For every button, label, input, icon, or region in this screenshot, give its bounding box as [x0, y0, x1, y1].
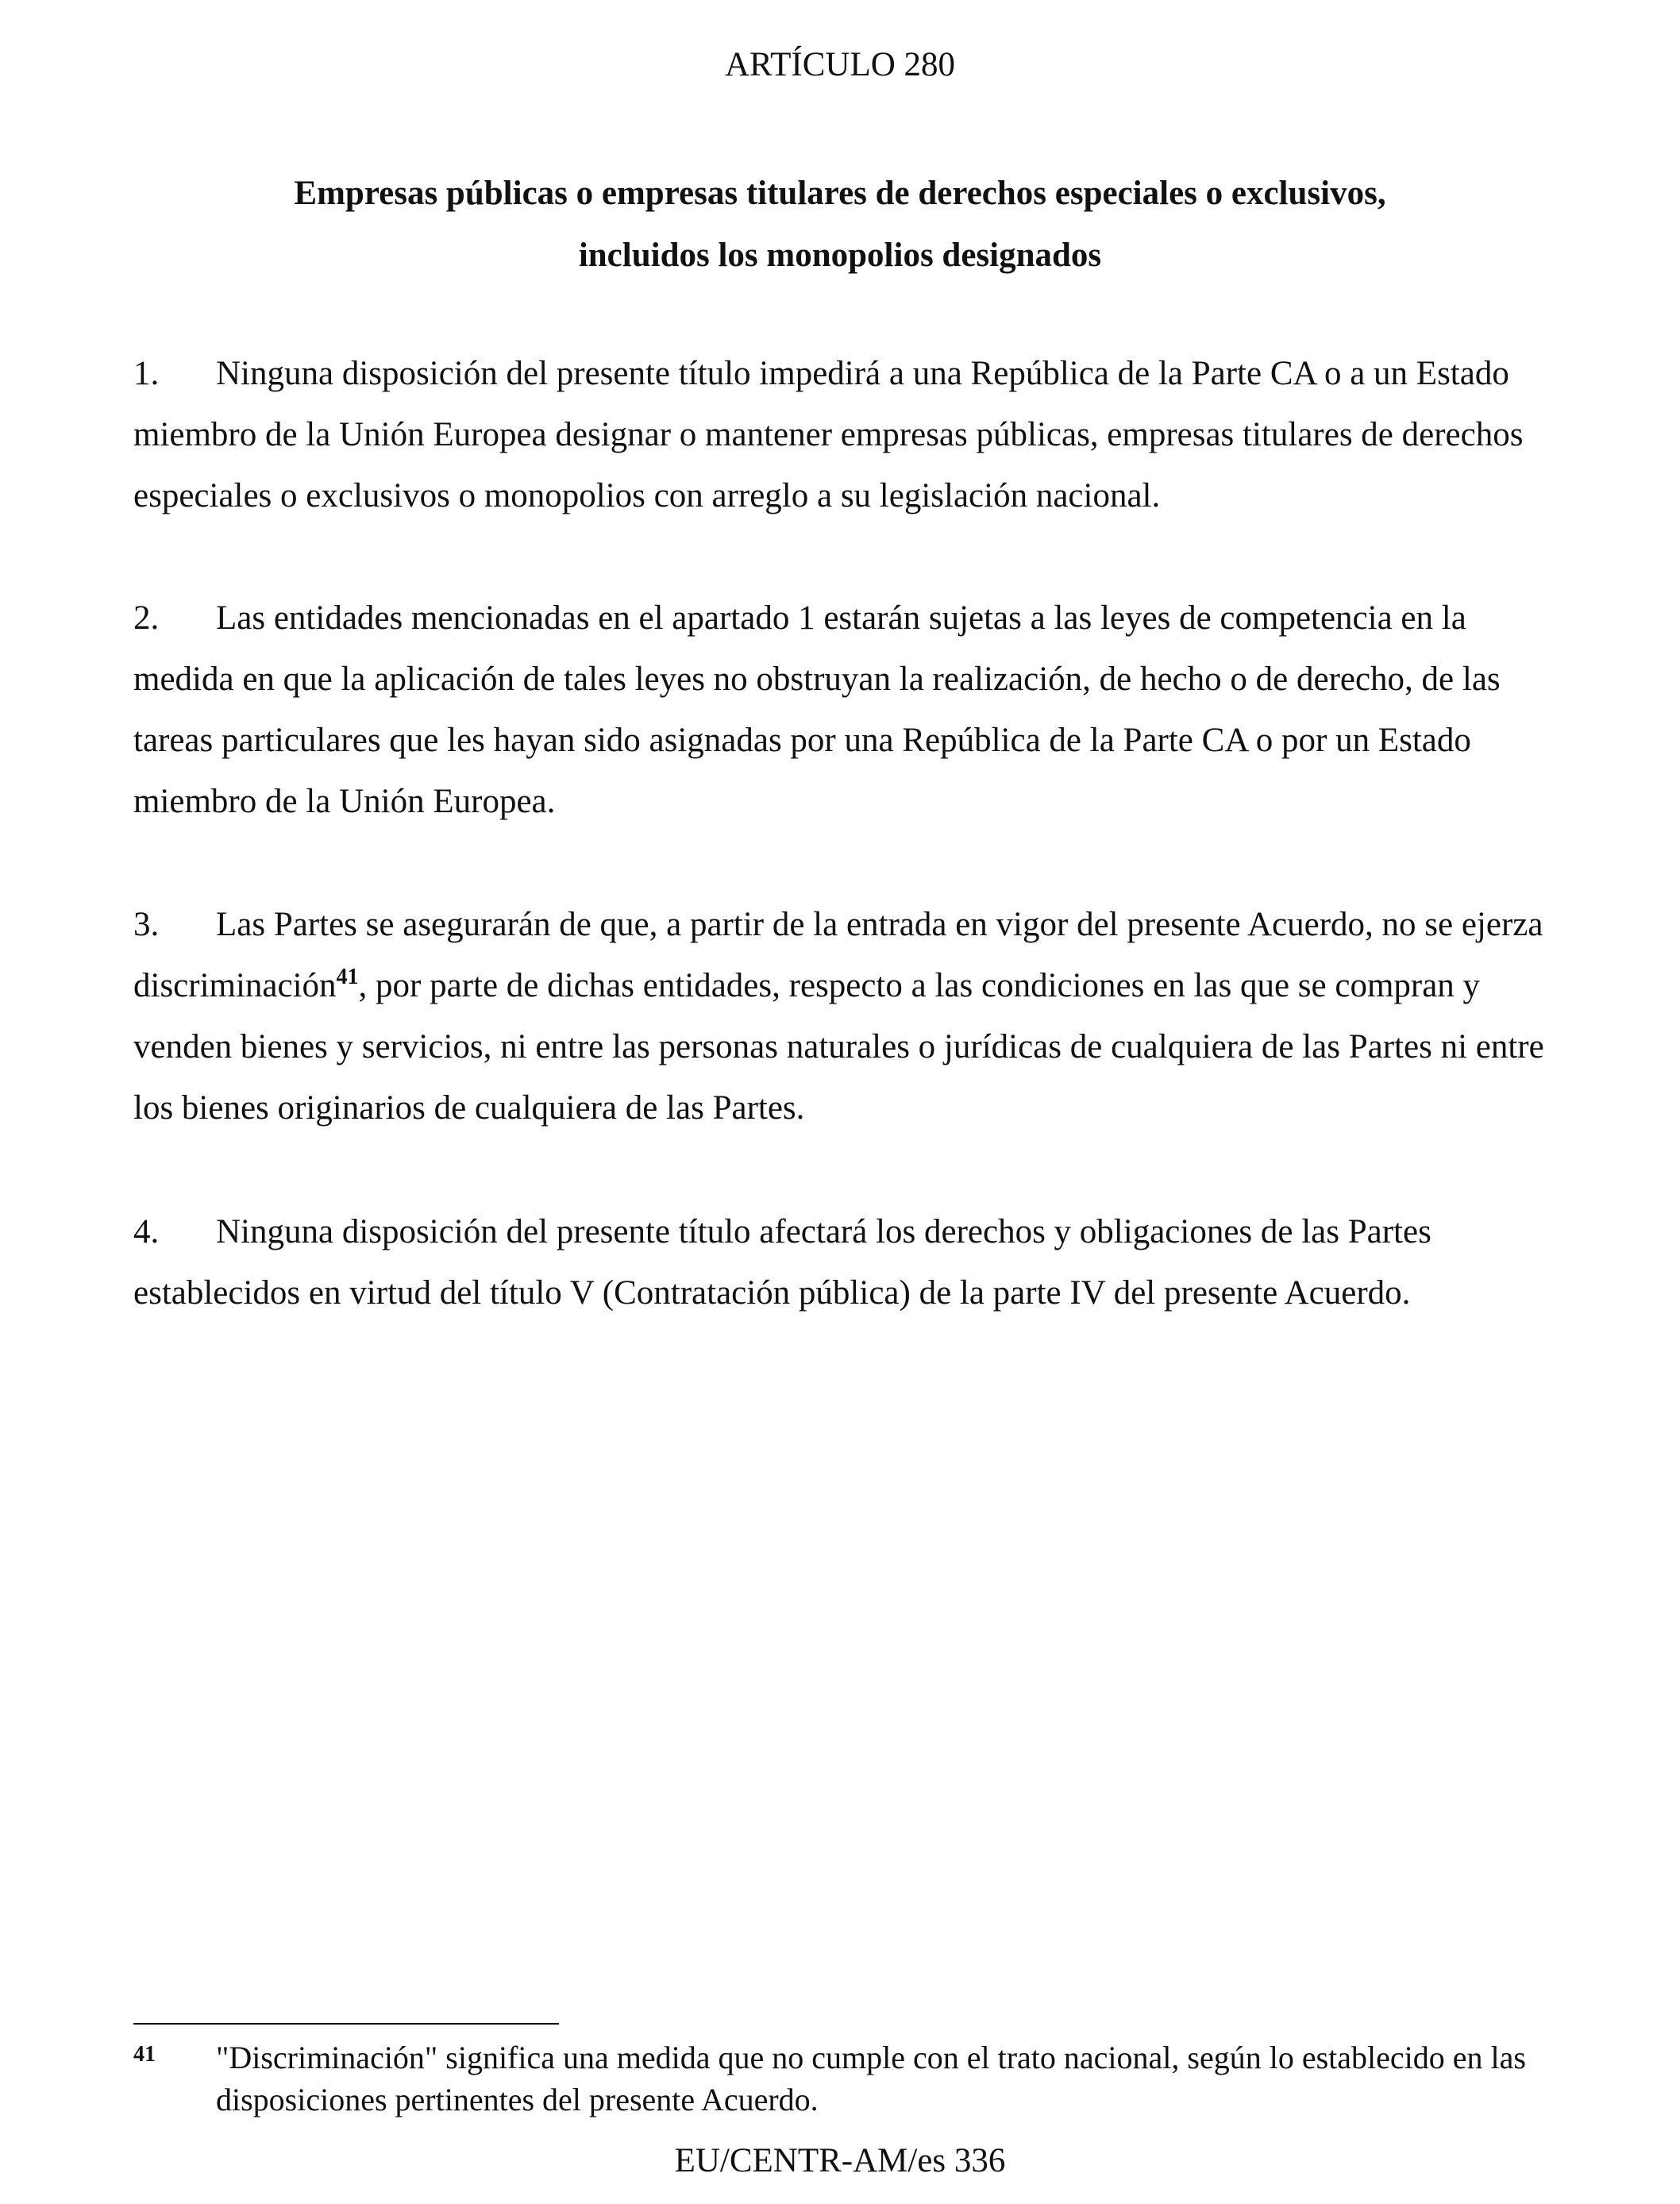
paragraph-1: [133, 343, 1562, 526]
footnote: [133, 2036, 1562, 2121]
paragraph-2: [133, 588, 1562, 832]
footnote-separator: [133, 2023, 559, 2025]
paragraph-number: 2.: [133, 599, 160, 637]
paragraph-text: Ninguna disposición del presente título afectará los derechos y obligaciones de las Partes establecidos en virtud del título V (Contratación pública) de la parte IV del presente Acuerdo.: [133, 1213, 1431, 1312]
paragraph-number: 3.: [133, 906, 160, 943]
article-title-line-2: incluidos los monopolios designados: [578, 237, 1102, 274]
footnote-number: 41: [133, 2042, 156, 2067]
footnote-text: "Discriminación" significa una medida que no cumple con el trato nacional, según lo establecido en las disposiciones pertinentes del presente Acuerdo.: [216, 2040, 1526, 2117]
paragraph-text: Las entidades mencionadas en el apartado 1 estarán sujetas a las leyes de competencia en la medida en que la aplicación de tales leyes no obstruyan la realización, de hecho o de derecho, de las tareas particulares que les hayan sido asignadas por una República de la Parte CA o por un Estado miembro de la Unión Europea.: [133, 599, 1501, 820]
page-footer-reference: EU/CENTR-AM/es 336: [674, 2142, 1006, 2179]
paragraph-text-after-ref: , por parte de dichas entidades, respecto a las condiciones en las que se compran y venden bienes y servicios, ni entre las personas naturales o jurídicas de cualquiera de las Partes ni entre los bienes originarios de cualquiera de las Partes.: [133, 967, 1544, 1127]
paragraph-text: Ninguna disposición del presente título impedirá a una República de la Parte CA o a un Estado miembro de la Unión Europea designar o mantener empresas públicas, empresas titulares de derechos especiales o exclusivos o monopolios con arreglo a su legislación nacional.: [133, 355, 1524, 514]
paragraph-number: 1.: [133, 355, 160, 392]
article-title: [0, 163, 1680, 287]
footnote-reference[interactable]: 41: [336, 965, 359, 989]
paragraph-number: 4.: [133, 1213, 160, 1250]
paragraph-4: [133, 1201, 1562, 1324]
article-title-line-1: Empresas públicas o empresas titulares de derechos especiales o exclusivos,: [294, 175, 1386, 212]
paragraph-text-before-ref: Las Partes se asegurarán de que, a partir de la entrada en vigor del presente Acuerdo, no se ejerza discriminación: [133, 906, 1543, 1004]
article-heading: ARTÍCULO 280: [724, 46, 956, 83]
paragraph-3: [133, 894, 1562, 1139]
